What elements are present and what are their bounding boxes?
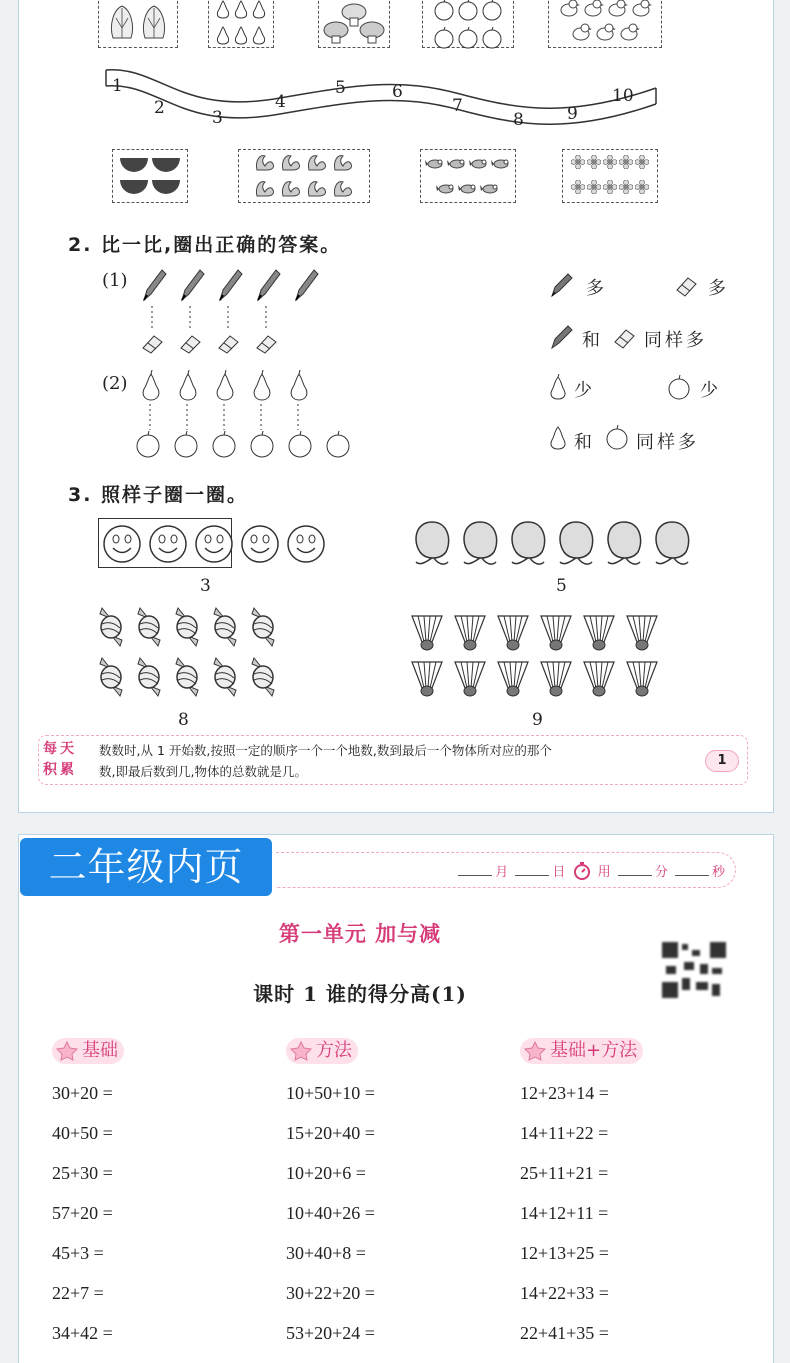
equation[interactable]: 25+11+21 = [520,1163,609,1183]
worksheet-page-2 [18,834,774,1363]
candy-icon [96,656,126,702]
chick-icon [570,23,592,45]
chick-icon [618,23,640,45]
chick-icon [594,23,616,45]
pear-apple-match-lines [140,402,340,432]
candy-count: 8 [178,710,189,730]
pear-icon [548,424,568,450]
squirrel-icon [253,178,277,202]
pear-group-box [208,0,274,48]
column-header-0 [52,1038,124,1064]
eraser-icon [140,330,166,358]
more-label: 多 [586,278,604,299]
apple-icon [248,430,276,462]
chick-icon [582,0,604,21]
equation[interactable]: 12+23+14 = [520,1083,609,1103]
eraser-row [140,330,330,356]
equation[interactable]: 30+22+20 = [286,1283,375,1303]
equation[interactable]: 57+20 = [52,1203,113,1223]
tip-tag-line-1: 每天 [43,741,77,757]
tip-line-1: 数数时,从 1 开始数,按照一定的顺序一个一个地数,数到最后一个物体所对应的那个 [99,743,552,758]
pear-icon [177,370,199,406]
chick-icon [606,0,628,21]
column-header-1 [286,1038,358,1064]
shuttlecock-icon [453,614,487,656]
candy-grid [96,606,286,702]
question-3-title: 3. 照样子圈一圈。 [68,484,249,506]
pear-icon [215,0,231,23]
column-header-label: 基础 [82,1040,118,1061]
column-header-label: 基础+方法 [550,1040,638,1061]
time-used-label: 用 [597,865,611,880]
shuttlecock-icon [496,614,530,656]
equation[interactable]: 30+40+8 = [286,1243,366,1263]
apple-icon [604,424,630,450]
star-icon [290,1041,312,1061]
eraser-icon [612,324,638,350]
shuttlecock-icon [582,614,616,656]
flower-icon [603,154,617,173]
apple-icon [457,0,479,25]
peach-row [410,518,710,570]
equation[interactable]: 40+50 = [52,1123,113,1143]
candy-icon [172,656,202,702]
candy-icon [172,606,202,652]
eraser-icon [216,330,242,358]
number-line-label: 9 [567,104,578,124]
cabbage-box [98,0,178,48]
number-line-label: 8 [513,110,524,130]
pencil-icon [216,266,244,306]
equation[interactable]: 15+20+40 = [286,1123,375,1143]
pencil-icon [254,266,282,306]
apple-icon [433,0,455,25]
smiley-row [102,524,332,564]
apple-icon [172,430,200,462]
apple-icon [481,27,503,53]
apple-icon [481,0,503,25]
apple-icon [433,27,455,53]
peach-icon [506,518,550,574]
apple-icon [286,430,314,462]
smiley-face-icon [102,524,142,568]
daily-tip-text [99,740,709,782]
month-blank[interactable] [458,875,492,876]
eraser-icon [254,330,280,358]
daily-tip-tag [43,739,87,781]
equation[interactable]: 10+40+26 = [286,1203,375,1223]
more-label: 多 [708,278,726,299]
bird-icon [447,154,467,173]
chick-group-box [548,0,662,48]
apple-icon [134,430,162,462]
apple-group-box [422,0,514,48]
shuttlecock-icon [410,614,444,656]
flower-group-box [562,149,658,203]
pear-icon [251,0,267,23]
column-header-label: 方法 [316,1040,352,1061]
shuttlecock-icon [625,660,659,702]
pear-icon [233,0,249,23]
shuttlecock-icon [539,660,573,702]
equation[interactable]: 12+13+25 = [520,1243,609,1263]
squirrel-icon [331,152,355,176]
second-label: 秒 [711,865,725,880]
pear-icon [288,370,310,406]
candy-icon [210,606,240,652]
equation[interactable]: 14+12+11 = [520,1203,609,1223]
peach-icon [458,518,502,574]
date-timer-text [455,861,725,880]
option-pencil-more[interactable] [548,272,618,300]
part-1-label: (1) [102,270,128,291]
shuttlecock-icon [625,614,659,656]
eraser-icon [178,330,204,358]
unit-title: 第一单元 加与减 [278,922,442,946]
shuttlecock-count: 9 [532,710,543,730]
shuttlecock-icon [410,660,444,702]
pear-icon [548,374,568,400]
flower-icon [619,179,633,198]
date-timer-bar [276,852,736,888]
option-pencil-eraser-same[interactable] [548,324,718,352]
and-label: 和 [582,330,600,351]
option-pear-apple-same[interactable] [548,424,718,454]
less-label: 少 [574,380,592,401]
peach-icon [602,518,646,574]
bird-icon [480,179,500,198]
star-icon [56,1041,78,1061]
equation[interactable]: 10+20+6 = [286,1163,366,1183]
mushroom-icon [322,0,386,44]
candy-icon [134,606,164,652]
squirrel-icon [305,178,329,202]
peach-icon [650,518,694,574]
candy-icon [248,606,278,652]
watermelon-slices-icon [117,154,183,198]
bird-icon [425,154,445,173]
minute-blank[interactable] [618,875,652,876]
and-label: 和 [574,432,592,453]
smiley-face-icon [148,524,188,568]
candy-icon [248,656,278,702]
shuttlecock-icon [496,660,530,702]
pear-icon [214,370,236,406]
tip-line-2: 数,即最后数到几,物体的总数就是几。 [99,764,307,779]
flower-icon [619,154,633,173]
column-header-2 [520,1038,643,1064]
pencil-icon [548,324,574,350]
equation[interactable]: 22+7 = [52,1283,104,1303]
number-line-label: 5 [335,78,346,98]
flower-icon [603,179,617,198]
number-line-label: 7 [452,96,463,116]
number-line-label: 1 [112,76,123,96]
squirrel-icon [253,152,277,176]
part-2-label: (2) [102,373,128,394]
flower-icon [587,154,601,173]
day-blank[interactable] [515,875,549,876]
number-line-label: 4 [275,92,286,112]
squirrel-group-box [238,149,370,203]
mushroom-box [318,0,390,48]
number-line-label: 3 [212,108,223,128]
pencil-icon [548,272,574,298]
watermelon-box [112,149,188,203]
equation[interactable]: 34+42 = [52,1323,113,1343]
day-label: 日 [552,865,566,880]
squirrel-icon [331,178,355,202]
equation[interactable]: 22+41+35 = [520,1323,609,1343]
flower-icon [635,154,649,173]
pencil-eraser-match-lines [140,304,330,330]
apple-icon [324,430,352,462]
number-line-label: 6 [392,82,403,102]
option-pear-less[interactable] [548,374,618,402]
bird-icon [436,179,456,198]
equation[interactable]: 53+20+24 = [286,1323,375,1343]
qr-code-icon[interactable] [660,940,728,1000]
flower-icon [635,179,649,198]
shuttlecock-icon [453,660,487,702]
equation[interactable]: 25+30 = [52,1163,113,1183]
apple-icon [210,430,238,462]
same-label: 同样多 [636,432,699,453]
pear-icon [251,25,267,49]
smiley-face-icon [286,524,326,568]
number-line-label: 10 [612,86,634,106]
bird-icon [469,154,489,173]
pear-icon [215,25,231,49]
option-apple-less[interactable] [666,374,736,402]
flower-icon [571,154,585,173]
shuttlecock-icon [539,614,573,656]
bird-icon [491,154,511,173]
equation[interactable]: 10+50+10 = [286,1083,375,1103]
peach-icon [554,518,598,574]
apple-icon [457,27,479,53]
pear-icon [251,370,273,406]
option-eraser-more[interactable] [674,272,734,300]
shuttlecock-grid [410,614,670,706]
pencil-row [140,266,330,304]
pear-icon [140,370,162,406]
squirrel-icon [305,152,329,176]
eraser-icon [674,272,700,298]
page-number: 1 [705,750,739,772]
pear-icon [233,25,249,49]
equation[interactable]: 14+11+22 = [520,1123,609,1143]
second-blank[interactable] [675,875,709,876]
question-2-title: 2. 比一比,圈出正确的答案。 [68,234,342,256]
candy-icon [96,606,126,652]
grade-two-badge: 二年级内页 [20,838,272,896]
smiley-face-icon [194,524,234,568]
tip-tag-line-2: 积累 [43,762,77,778]
cabbage-icon [139,4,169,40]
candy-icon [210,656,240,702]
flower-icon [571,179,585,198]
minute-label: 分 [654,865,668,880]
daily-tip-box [38,735,748,785]
smiley-count: 3 [200,576,211,596]
same-label: 同样多 [644,330,707,351]
shuttlecock-icon [582,660,616,702]
number-line-ribbon [100,58,660,138]
squirrel-icon [279,178,303,202]
equation[interactable]: 30+20 = [52,1083,113,1103]
candy-icon [134,656,164,702]
pencil-icon [178,266,206,306]
chick-icon [630,0,652,21]
number-line-label: 2 [154,98,165,118]
equation[interactable]: 45+3 = [52,1243,104,1263]
peach-icon [410,518,454,574]
month-label: 月 [495,865,509,880]
equation[interactable]: 14+22+33 = [520,1283,609,1303]
peach-count: 5 [556,576,567,596]
pencil-icon [140,266,168,306]
cabbage-icon [107,4,137,40]
bird-icon [458,179,478,198]
chick-icon [558,0,580,21]
apple-icon [666,374,692,400]
pear-row [140,370,340,404]
stopwatch-icon [573,862,591,880]
apple-row [134,430,364,460]
less-label: 少 [700,380,718,401]
star-icon [524,1041,546,1061]
flower-icon [587,179,601,198]
squirrel-icon [279,152,303,176]
pencil-icon [292,266,320,306]
smiley-face-icon [240,524,280,568]
bird-group-box [420,149,516,203]
lesson-title: 课时 1 谁的得分高(1) [253,982,467,1006]
